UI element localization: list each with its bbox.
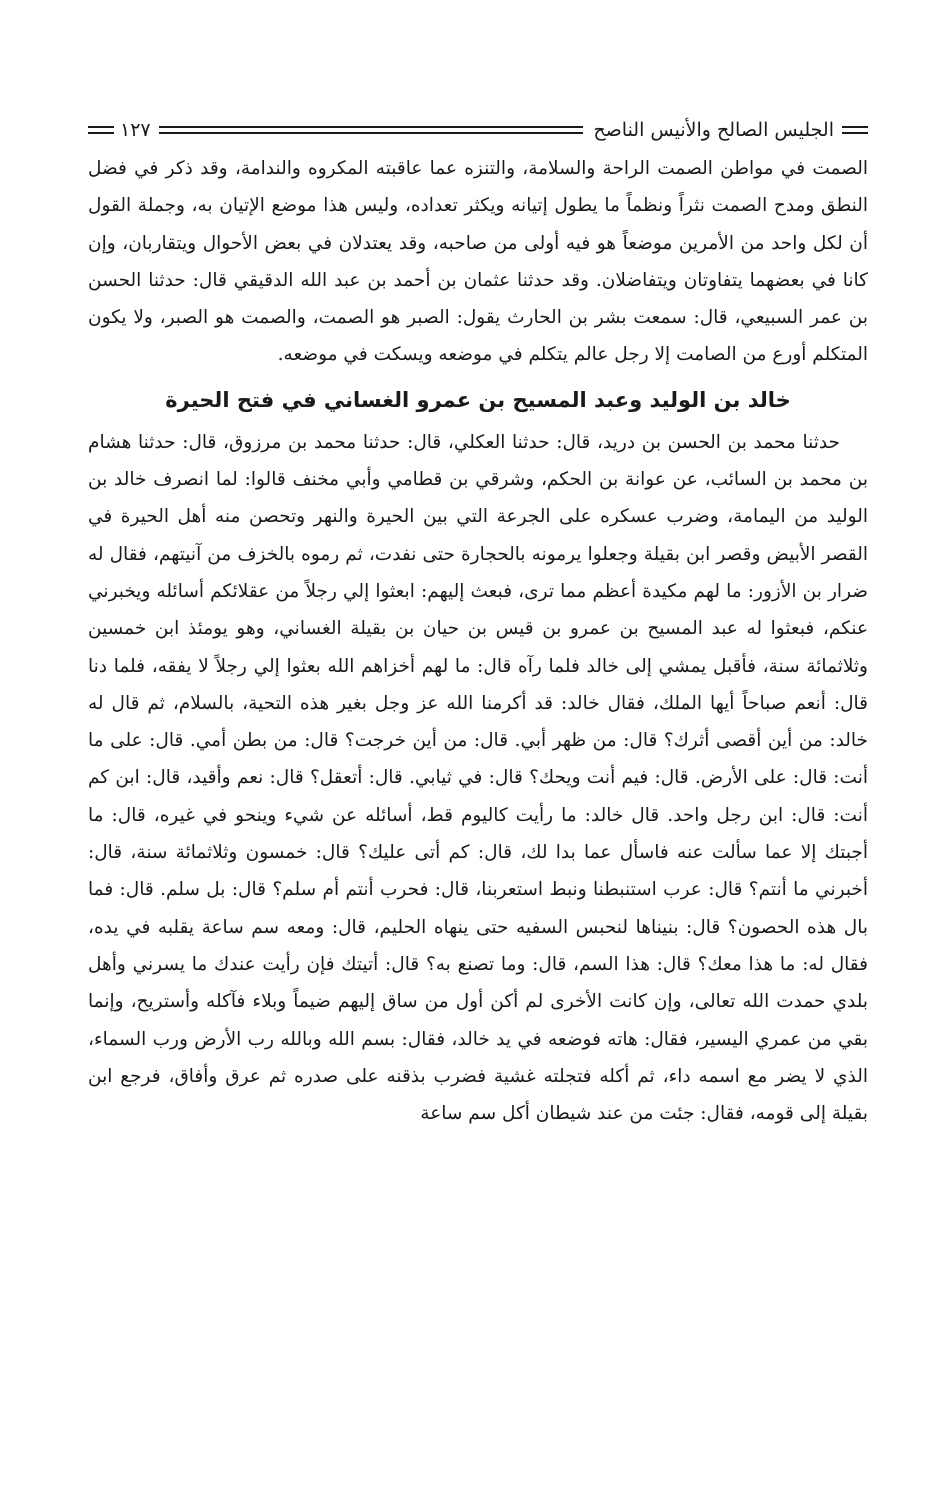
header-rule xyxy=(159,126,584,134)
page-number: ١٢٧ xyxy=(120,119,151,141)
story-paragraph: حدثنا محمد بن الحسن بن دريد، قال: حدثنا العكلي، قال: حدثنا محمد بن مرزوق، قال: حدثنا هشام بن محمد بن السائب، عن عوانة بن الحكم، وشرقي بن قطامي وأبي مخنف قالوا: لما انصرف خالد بن الوليد من اليمامة، وضرب عسكره على الجرعة التي بين الحيرة والنهر وتحصن منه أهل الحيرة في القصر الأبيض وقصر ابن بقيلة وجعلوا يرمونه بالحجارة حتى نفدت، ثم رموه بالخزف من آنيتهم، فقال له ضرار بن الأزور: ما لهم مكيدة أعظم مما ترى، فبعث إليهم: ابعثوا إلي رجلاً من عقلائكم أسائله ويخبرني عنكم، فبعثوا له عبد المسيح بن عمرو بن قيس بن حيان بن بقيلة الغساني، وهو يومئذ ابن خمسين وثلاثمائة سنة، فأقبل يمشي إلى خالد فلما رآه قال: ما لهم أخزاهم الله بعثوا إلي رجلاً لا يفقه، فلما دنا قال: أنعم صباحاً أيها الملك، فقال خالد: قد أكرمنا الله عز وجل بغير هذه التحية، بالسلام، ثم قال له خالد: من أين أقصى أثرك؟ قال: من ظهر أبي. قال: من أين خرجت؟ قال: من بطن أمي. قال: على ما أنت: قال: على الأرض. قال: فيم أنت ويحك؟ قال: في ثيابي. قال: أتعقل؟ قال: نعم وأقيد، قال: ابن كم أنت: قال: ابن رجل واحد. قال خالد: ما رأيت كاليوم قط، أسائله عن شيء وينحو في غيره، قال: ما أجبتك إلا عما سألت عنه فاسأل عما بدا لك، قال: كم أتى عليك؟ قال: خمسون وثلاثمائة سنة، قال: أخبرني ما أنتم؟ قال: عرب استنبطنا ونبط استعربنا، قال: فحرب أنتم أم سلم؟ قال: بل سلم. قال: فما بال هذه الحصون؟ قال: بنيناها لنحبس السفيه حتى ينهاه الحليم، قال: ومعه سم ساعة يقلبه في يده، فقال له: ما هذا معك؟ قال: هذا السم، قال: وما تصنع به؟ قال: أتيتك فإن رأيت عندك ما يسرني وأهل بلدي حمدت الله تعالى، وإن كانت الأخرى لم أكن أول من ساق إليهم ضيماً وبلاء فآكله وأستريح، وإنما بقي من عمري اليسير، فقال: هاته فوضعه في يد خالد، فقال: بسم الله وبالله رب الأرض ورب السماء، الذي لا يضر مع اسمه داء، ثم أكله فتجلته غشية فضرب بذقنه على صدره ثم عرق وأفاق، فرجع ابن بقيلة إلى قومه، فقال: جئت من عند شيطان أكل سم ساعة xyxy=(88,431,868,1125)
book-page xyxy=(88,112,868,1132)
running-header xyxy=(88,112,868,148)
header-rule-start xyxy=(842,126,868,134)
book-title: الجليس الصالح والأنيس الناصح xyxy=(593,119,834,141)
section-heading: خالد بن الوليد وعبد المسيح بن عمرو الغساني في فتح الحيرة xyxy=(165,387,791,412)
header-rule-end xyxy=(88,126,114,134)
intro-paragraph: الصمت في مواطن الصمت الراحة والسلامة، والتنزه عما عاقبته المكروه والندامة، وقد ذكر في فضل النطق ومدح الصمت نثراً ونظماً ما يطول إتيانه ويكثر تعداده، وليس هذا موضع الإتيان به، وجملة القول أن لكل واحد من الأمرين موضعاً هو فيه أولى من صاحبه، وقد يعتدلان في بعض الأحوال ويتقاربان، وإن كانا في بعضهما يتفاوتان ويتفاضلان. وقد حدثنا عثمان بن أحمد بن عبد الله الدقيقي قال: حدثنا الحسن بن عمر السبيعي، قال: سمعت بشر بن الحارث يقول: الصبر هو الصمت، والصمت هو الصبر، ولا يكون المتكلم أورع من الصامت إلا رجل عالم يتكلم في موضعه ويسكت في موضعه. xyxy=(88,158,868,366)
